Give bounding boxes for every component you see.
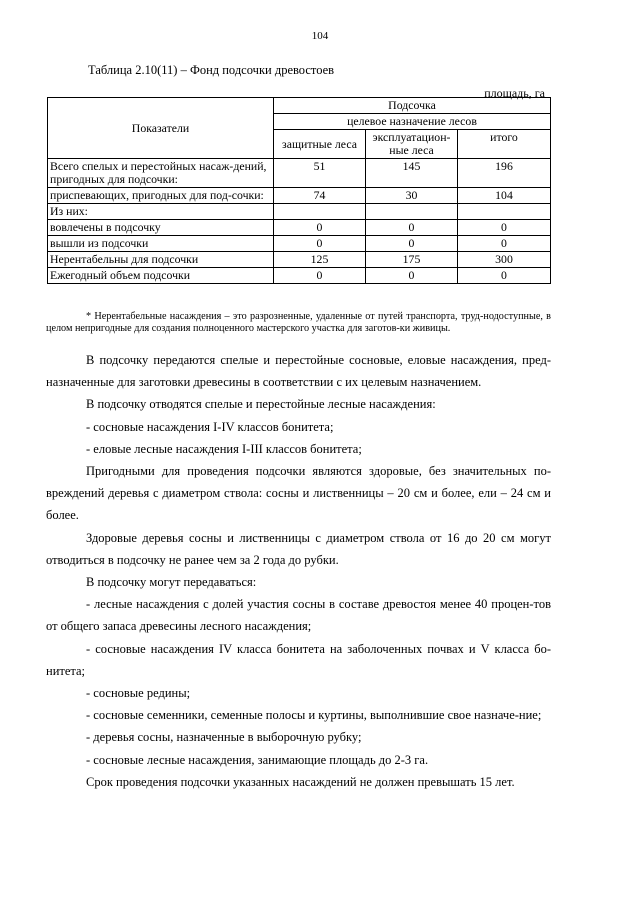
tapping-fund-table	[47, 97, 551, 284]
cell-protective: 0	[274, 268, 366, 284]
paragraph: - сосновые насаждения IV класса бонитета на заболоченных почвах и V класса бо-нитета;	[46, 641, 551, 678]
cell-operational: 30	[366, 188, 458, 204]
row-label: Всего спелых и перестойных насаж-дений, пригодных для подсочки:	[48, 159, 274, 188]
table-row	[48, 188, 551, 204]
cell-operational	[366, 204, 458, 220]
paragraph: - сосновые семенники, семенные полосы и куртины, выполнившие свое назначе-ние;	[86, 708, 542, 723]
cell-total: 196	[458, 159, 551, 188]
table-row	[48, 268, 551, 284]
paragraph: Срок проведения подсочки указанных насаждений не должен превышать 15 лет.	[86, 774, 515, 789]
cell-operational: 0	[366, 220, 458, 236]
header-operational: эксплуатацион-ные леса	[366, 130, 458, 159]
row-label: вовлечены в подсочку	[48, 220, 274, 236]
table-row	[48, 220, 551, 236]
row-label: приспевающих, пригодных для под-сочки:	[48, 188, 274, 204]
paragraph: В подсочку отводятся спелые и перестойные лесные насаждения:	[86, 397, 436, 412]
cell-total: 0	[458, 236, 551, 252]
header-total: итого	[458, 130, 551, 159]
header-tapping: Подсочка	[274, 98, 551, 114]
paragraph: - сосновые редины;	[86, 686, 191, 701]
row-label: Из них:	[48, 204, 274, 220]
cell-total: 104	[458, 188, 551, 204]
table-row	[48, 252, 551, 268]
table-body	[48, 159, 551, 284]
cell-protective: 0	[274, 236, 366, 252]
paragraph: Пригодными для проведения подсочки являются здоровые, без значительных по-вреждений деревья с диаметром ствола: сосны и лиственницы – 20 см и более, ели – 24 см и более.	[46, 464, 551, 523]
cell-operational: 0	[366, 268, 458, 284]
cell-protective: 125	[274, 252, 366, 268]
cell-operational: 0	[366, 236, 458, 252]
cell-protective: 51	[274, 159, 366, 188]
header-protective: защитные леса	[274, 130, 366, 159]
cell-total: 0	[458, 220, 551, 236]
paragraph: Здоровые деревья сосны и лиственницы с диаметром ствола от 16 до 20 см могут отводиться в подсочку не ранее чем за 2 года до рубки.	[46, 530, 551, 567]
paragraph: В подсочку могут передаваться:	[86, 575, 257, 590]
cell-operational: 145	[366, 159, 458, 188]
cell-total: 300	[458, 252, 551, 268]
table-row	[48, 204, 551, 220]
paragraph: В подсочку передаются спелые и перестойные сосновые, еловые насаждения, пред-назначенные для заготовки древесины в соответствии с их целевым назначением.	[46, 353, 551, 390]
table-row	[48, 236, 551, 252]
page-number: 104	[311, 30, 329, 42]
body-text	[46, 349, 551, 793]
table-row	[48, 159, 551, 188]
cell-protective: 74	[274, 188, 366, 204]
header-purpose: целевое назначение лесов	[274, 114, 551, 130]
row-label: Нерентабельны для подсочки	[48, 252, 274, 268]
cell-protective: 0	[274, 220, 366, 236]
cell-total	[458, 204, 551, 220]
paragraph: - деревья сосны, назначенные в выборочную рубку;	[86, 730, 362, 745]
paragraph: - сосновые насаждения I-IV классов бонитета;	[86, 419, 334, 434]
cell-protective	[274, 204, 366, 220]
cell-total: 0	[458, 268, 551, 284]
table-caption: Таблица 2.10(11) – Фонд подсочки древостоев	[88, 63, 335, 77]
paragraph: - сосновые лесные насаждения, занимающие площадь до 2-3 га.	[86, 752, 429, 767]
footnote: * Нерентабельные насаждения – это разрозненные, удаленные от путей транспорта, труд-нодоступные, в целом непригодные для создания полноценного мастерского участка для заготов-ки живицы.	[46, 311, 551, 335]
header-indicators: Показатели	[48, 98, 274, 159]
cell-operational: 175	[366, 252, 458, 268]
paragraph: - еловые лесные насаждения I-III классов бонитета;	[86, 441, 362, 456]
paragraph: - лесные насаждения с долей участия сосны в составе древостоя менее 40 процен-тов от общего запаса древесины лесного насаждения;	[46, 597, 551, 634]
row-label: Ежегодный объем подсочки	[48, 268, 274, 284]
unit-label: площадь, га	[484, 86, 545, 100]
row-label: вышли из подсочки	[48, 236, 274, 252]
